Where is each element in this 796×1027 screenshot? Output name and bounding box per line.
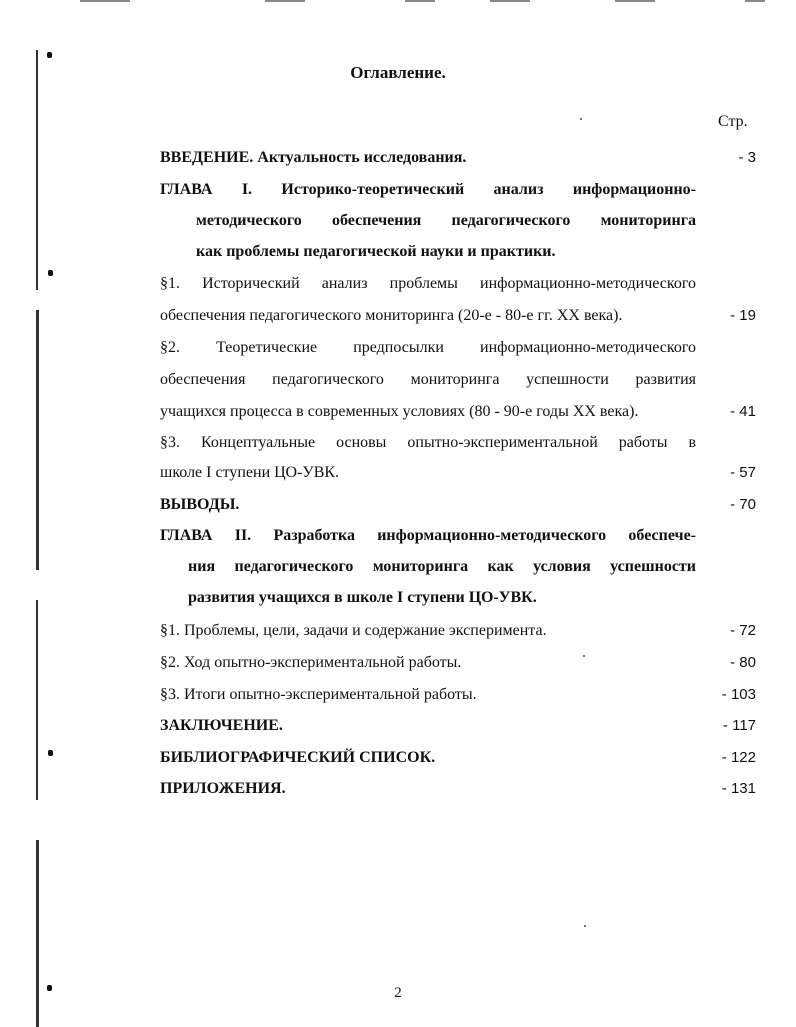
toc-entry-text: ПРИЛОЖЕНИЯ. bbox=[160, 780, 286, 797]
toc-entry-page: - 122 bbox=[721, 749, 756, 766]
toc-ch1-section-2-line-2[interactable]: обеспечения педагогического мониторинга успешности развития bbox=[160, 371, 696, 388]
toc-entry-text: развития учащихся в школе I ступени ЦО-УВК. bbox=[188, 589, 537, 606]
toc-entry-page: - 131 bbox=[721, 780, 756, 797]
scan-binding-edge bbox=[32, 40, 42, 1027]
toc-entry-text: БИБЛИОГРАФИЧЕСКИЙ СПИСОК. bbox=[160, 749, 436, 766]
scan-speck bbox=[583, 655, 585, 657]
page-number: 2 bbox=[394, 985, 402, 1001]
toc-entry-text: §2. Ход опытно-экспериментальной работы. bbox=[160, 654, 462, 671]
toc-entry-text: ЗАКЛЮЧЕНИЕ. bbox=[160, 717, 283, 734]
binding-line bbox=[36, 310, 39, 570]
toc-entry-text: учащихся процесса в современных условиях (80 - 90-е годы XX века). bbox=[160, 403, 639, 420]
toc-ch1-section-1-line-1[interactable]: §1. Исторический анализ проблемы информационно-методического bbox=[160, 275, 696, 292]
toc-entry-page: - 41 bbox=[730, 403, 756, 420]
toc-entry-page: - 57 bbox=[730, 464, 756, 481]
toc-entry-text: как проблемы педагогической науки и практики. bbox=[196, 243, 556, 260]
toc-chapter-1-line-2[interactable]: методического обеспечения педагогического мониторинга bbox=[196, 212, 696, 229]
binding-line bbox=[36, 50, 38, 290]
scan-mark bbox=[745, 0, 765, 2]
binding-hole bbox=[48, 750, 53, 756]
binding-hole bbox=[48, 270, 53, 276]
toc-ch1-section-2-line-1[interactable]: §2. Теоретические предпосылки информационно-методического bbox=[160, 339, 696, 356]
toc-title: Оглавление. bbox=[350, 63, 446, 82]
scan-mark bbox=[265, 0, 305, 2]
binding-line bbox=[36, 600, 38, 800]
scan-mark bbox=[490, 0, 530, 2]
toc-entry-page: - 117 bbox=[722, 717, 756, 734]
toc-entry-page: - 80 bbox=[730, 654, 756, 671]
toc-entry-page: - 72 bbox=[730, 622, 756, 639]
toc-entry-page: - 103 bbox=[721, 686, 756, 703]
toc-entry-text: обеспечения педагогического мониторинга (20-е - 80-е гг. XX века). bbox=[160, 307, 623, 324]
binding-hole bbox=[47, 52, 52, 58]
toc-entry-text: §1. Проблемы, цели, задачи и содержание эксперимента. bbox=[160, 622, 547, 639]
scan-mark bbox=[80, 0, 130, 2]
toc-entry-page: - 19 bbox=[730, 307, 756, 324]
toc-chapter-2-line-2[interactable]: ния педагогического мониторинга как условия успешности bbox=[188, 558, 696, 575]
scan-speck bbox=[584, 925, 586, 927]
scan-mark bbox=[405, 0, 435, 2]
toc-entry-text: §3. Итоги опытно-экспериментальной работы. bbox=[160, 686, 477, 703]
scan-speck bbox=[580, 118, 582, 120]
page-column-header: Стр. bbox=[718, 113, 748, 130]
toc-entry-text: ВВЕДЕНИЕ. Актуальность исследования. bbox=[160, 149, 467, 166]
scan-mark bbox=[615, 0, 655, 2]
toc-entry-text: ВЫВОДЫ. bbox=[160, 496, 240, 513]
toc-entry-page: - 70 bbox=[730, 496, 756, 513]
toc-entry-text: школе I ступени ЦО-УВК. bbox=[160, 464, 340, 481]
toc-chapter-2-line-1[interactable]: ГЛАВА II. Разработка информационно-методического обеспече- bbox=[160, 527, 696, 544]
toc-entry-page: - 3 bbox=[738, 149, 756, 166]
toc-chapter-1-line-1[interactable]: ГЛАВА I. Историко-теоретический анализ информационно- bbox=[160, 181, 696, 198]
toc-ch1-section-3-line-1[interactable]: §3. Концептуальные основы опытно-экспериментальной работы в bbox=[160, 434, 696, 451]
